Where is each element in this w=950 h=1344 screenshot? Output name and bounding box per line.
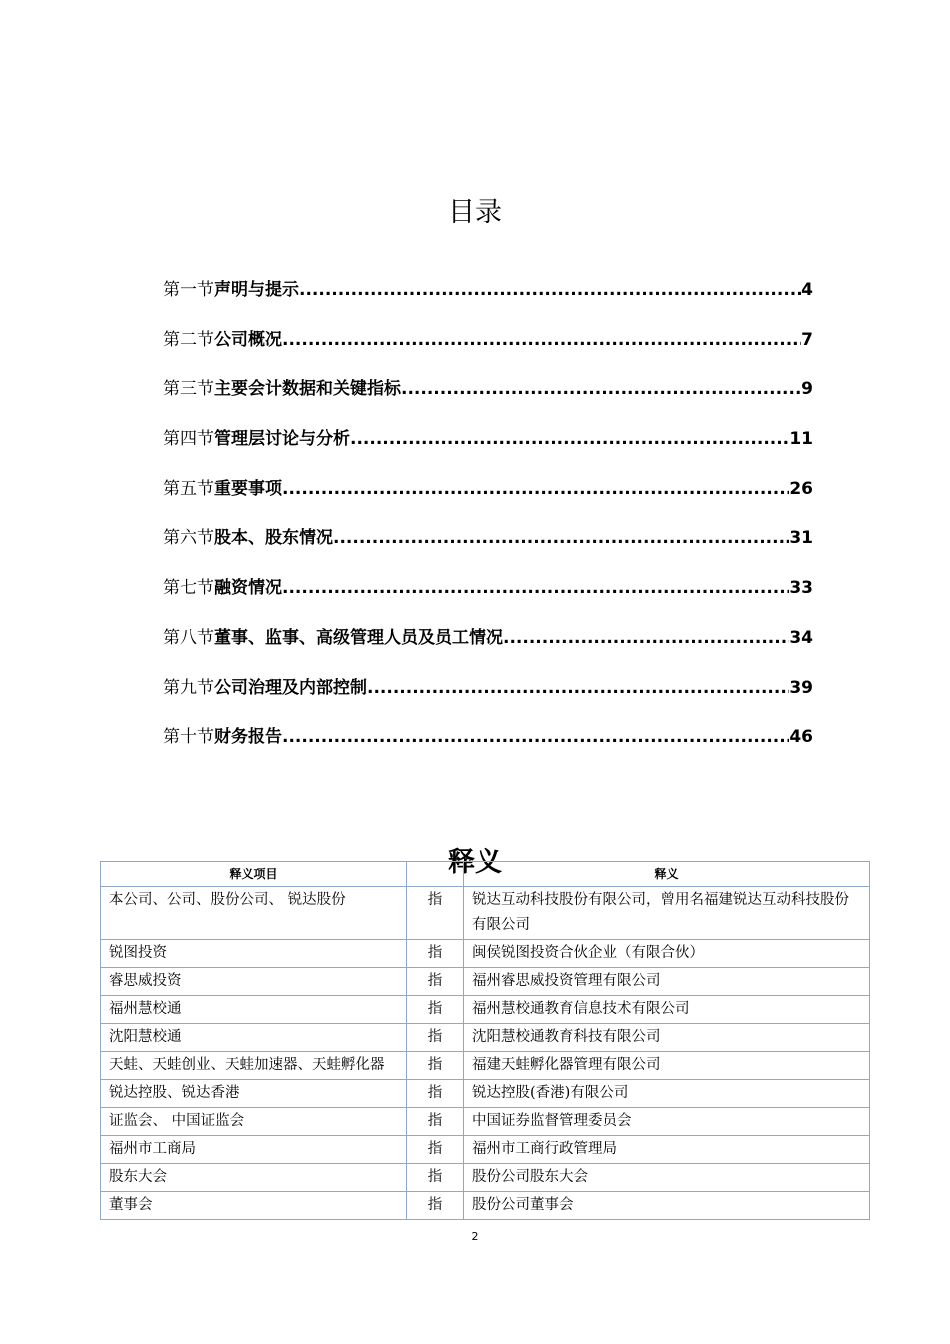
cell-ref: 指	[407, 1080, 464, 1108]
toc-entry[interactable]	[163, 425, 813, 475]
toc-leader	[333, 524, 789, 552]
toc-entry[interactable]	[163, 624, 813, 674]
cell-meaning: 锐达控股(香港)有限公司	[464, 1080, 870, 1108]
toc-leader	[503, 624, 789, 652]
toc-page: 26	[789, 478, 813, 499]
cell-ref: 指	[407, 1024, 464, 1052]
cell-item: 锐达控股、锐达香港	[101, 1080, 407, 1108]
toc-name: 融资情况	[214, 578, 282, 599]
cell-item: 沈阳慧校通	[101, 1024, 407, 1052]
cell-item: 锐图投资	[101, 940, 407, 968]
cell-item: 福州市工商局	[101, 1136, 407, 1164]
toc-section: 第二节	[163, 329, 214, 350]
table-row	[101, 1108, 870, 1136]
toc-section: 第七节	[163, 578, 214, 599]
definitions-title: 释义	[448, 847, 502, 879]
toc-page: 11	[789, 429, 813, 450]
toc-page: 7	[801, 329, 813, 350]
toc-entry[interactable]	[163, 723, 813, 773]
cell-item: 董事会	[101, 1192, 407, 1220]
header-middle	[407, 862, 464, 887]
toc-page: 34	[789, 627, 813, 648]
table-row	[101, 968, 870, 996]
cell-meaning: 股份公司董事会	[464, 1192, 870, 1220]
toc-page: 46	[789, 727, 813, 748]
cell-ref: 指	[407, 1052, 464, 1080]
page-number: 2	[471, 1230, 479, 1243]
cell-ref: 指	[407, 1192, 464, 1220]
toc-entry[interactable]	[163, 276, 813, 326]
cell-ref: 指	[407, 968, 464, 996]
cell-meaning: 闽侯锐图投资合伙企业（有限合伙）	[464, 940, 870, 968]
toc-list	[163, 276, 813, 773]
toc-page: 4	[801, 280, 813, 300]
toc-leader	[299, 276, 801, 304]
toc-section: 第五节	[163, 478, 214, 499]
table-row	[101, 1052, 870, 1080]
cell-meaning: 锐达互动科技股份有限公司，曾用名福建锐达互动科技股份有限公司	[464, 887, 870, 940]
toc-section: 第六节	[163, 528, 214, 549]
cell-meaning: 股份公司股东大会	[464, 1164, 870, 1192]
cell-ref: 指	[407, 1164, 464, 1192]
toc-leader	[282, 574, 789, 602]
toc-name: 财务报告	[214, 727, 282, 748]
toc-entry[interactable]	[163, 475, 813, 525]
toc-entry[interactable]	[163, 574, 813, 624]
toc-name: 公司治理及内部控制	[214, 677, 367, 698]
cell-item: 股东大会	[101, 1164, 407, 1192]
cell-item: 证监会、 中国证监会	[101, 1108, 407, 1136]
toc-leader	[350, 425, 789, 453]
table-header-row	[101, 862, 870, 887]
toc-name: 管理层讨论与分析	[214, 429, 350, 450]
toc-section: 第十节	[163, 727, 214, 748]
definitions-table	[100, 861, 870, 1220]
cell-meaning: 福州市工商行政管理局	[464, 1136, 870, 1164]
toc-leader	[282, 723, 789, 751]
header-item: 释义项目	[101, 862, 407, 887]
toc-name: 声明与提示	[214, 280, 299, 300]
toc-name: 公司概况	[214, 329, 282, 350]
cell-ref: 指	[407, 996, 464, 1024]
cell-meaning: 福州睿思威投资管理有限公司	[464, 968, 870, 996]
cell-item: 睿思威投资	[101, 968, 407, 996]
cell-item: 天蛙、天蛙创业、天蛙加速器、天蛙孵化器	[101, 1052, 407, 1080]
cell-item: 福州慧校通	[101, 996, 407, 1024]
toc-leader	[282, 326, 801, 354]
toc-name: 董事、监事、高级管理人员及员工情况	[214, 627, 503, 648]
toc-page: 39	[789, 677, 813, 698]
toc-leader	[282, 475, 789, 503]
cell-ref: 指	[407, 1136, 464, 1164]
table-row	[101, 887, 870, 940]
toc-page: 31	[789, 528, 813, 549]
table-row	[101, 1080, 870, 1108]
toc-entry[interactable]	[163, 524, 813, 574]
table-row	[101, 1192, 870, 1220]
cell-ref: 指	[407, 940, 464, 968]
toc-entry[interactable]	[163, 326, 813, 376]
table-row	[101, 1136, 870, 1164]
cell-item: 本公司、公司、股份公司、 锐达股份	[101, 887, 407, 940]
cell-meaning: 福州慧校通教育信息技术有限公司	[464, 996, 870, 1024]
toc-section: 第一节	[163, 280, 214, 300]
toc-name: 股本、股东情况	[214, 528, 333, 549]
toc-section: 第四节	[163, 429, 214, 450]
toc-entry[interactable]	[163, 375, 813, 425]
header-meaning: 释义	[464, 862, 870, 887]
toc-section: 第八节	[163, 627, 214, 648]
toc-page: 9	[801, 379, 813, 400]
toc-name: 重要事项	[214, 478, 282, 499]
table-row	[101, 1024, 870, 1052]
cell-ref: 指	[407, 887, 464, 940]
toc-name: 主要会计数据和关键指标	[214, 379, 401, 400]
cell-meaning: 沈阳慧校通教育科技有限公司	[464, 1024, 870, 1052]
toc-leader	[401, 375, 801, 403]
cell-meaning: 福建天蛙孵化器管理有限公司	[464, 1052, 870, 1080]
toc-page: 33	[789, 578, 813, 599]
toc-title: 目录	[448, 197, 502, 229]
toc-section: 第三节	[163, 379, 214, 400]
table-row	[101, 940, 870, 968]
table-row	[101, 996, 870, 1024]
toc-section: 第九节	[163, 677, 214, 698]
table-row	[101, 1164, 870, 1192]
cell-meaning: 中国证券监督管理委员会	[464, 1108, 870, 1136]
cell-ref: 指	[407, 1108, 464, 1136]
toc-leader	[367, 674, 789, 702]
toc-entry[interactable]	[163, 674, 813, 724]
